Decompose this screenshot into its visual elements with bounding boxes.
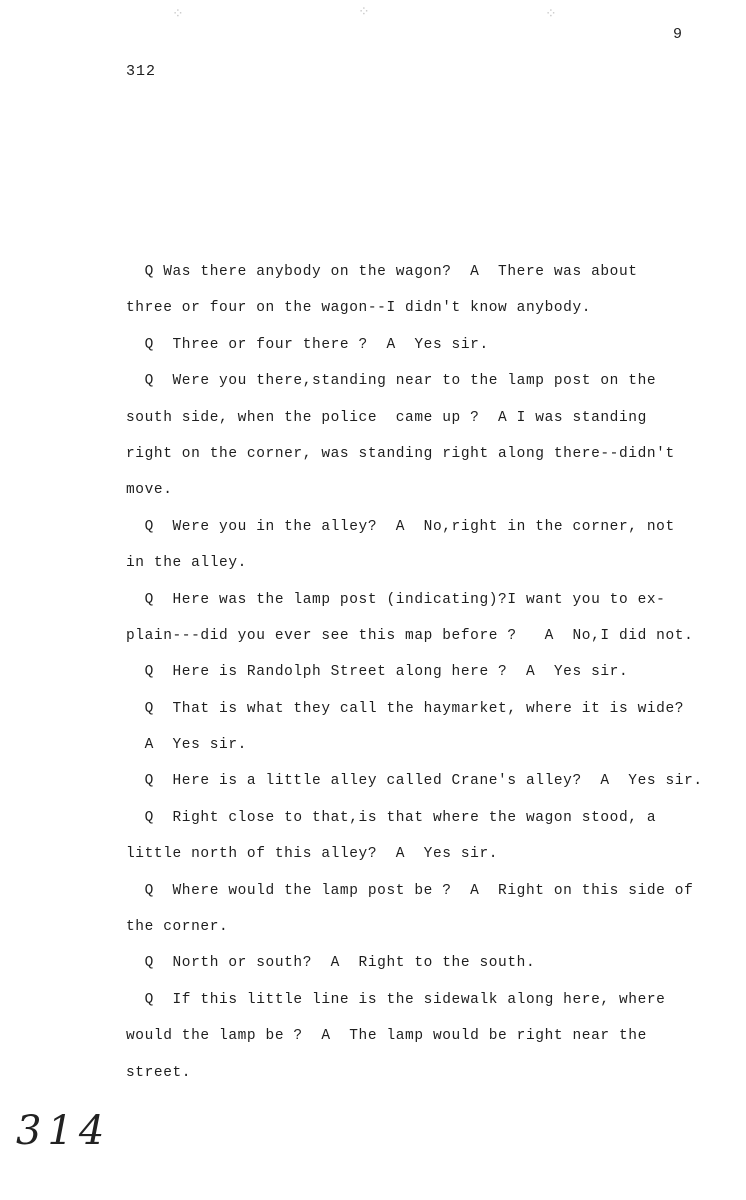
folio-number: 312 — [126, 63, 157, 80]
transcript-line: Q Three or four there ? A Yes sir. — [126, 336, 489, 353]
transcript-line: Q Here is a little alley called Crane's alley? A Yes sir. — [126, 773, 703, 790]
page-number: 9 — [672, 26, 682, 43]
transcript-line: A Yes sir. — [126, 737, 247, 754]
transcript-line: Q If this little line is the sidewalk along here, where — [126, 991, 666, 1008]
transcript-line: Q Were you there,standing near to the lamp post on the — [126, 373, 657, 390]
transcript-line: Q Where would the lamp post be ? A Right on this side of — [126, 882, 694, 899]
transcript-line: three or four on the wagon--I didn't know anybody. — [126, 300, 592, 317]
transcript-line: right on the corner, was standing right along there--didn't — [126, 445, 675, 462]
transcript-line: plain---did you ever see this map before ? A No,I did not. — [126, 627, 694, 644]
transcript-line: Q That is what they call the haymarket, where it is wide? — [126, 700, 685, 717]
transcript-line: south side, when the police came up ? A I was standing — [126, 409, 647, 426]
ink-smudge: ⁘ — [172, 7, 184, 23]
transcript-line: Q Right close to that,is that where the wagon stood, a — [126, 809, 657, 826]
transcript-line: move. — [126, 482, 173, 499]
ink-smudge: ⁘ — [358, 5, 370, 21]
transcript-line: Q Here was the lamp post (indicating)?I want you to ex- — [126, 591, 666, 608]
transcript-line: would the lamp be ? A The lamp would be right near the — [126, 1028, 647, 1045]
transcript-line: Q Here is Randolph Street along here ? A Yes sir. — [126, 664, 629, 681]
transcript-line: little north of this alley? A Yes sir. — [126, 846, 499, 863]
transcript-line: Q North or south? A Right to the south. — [126, 955, 536, 972]
transcript-line: in the alley. — [126, 555, 247, 572]
handwritten-page-number: 314 — [16, 1108, 111, 1154]
transcript-line: Q Were you in the alley? A No,right in the corner, not — [126, 518, 675, 535]
transcript-line: the corner. — [126, 919, 229, 936]
ink-smudge: ⁘ — [545, 7, 557, 23]
transcript-line: Q Was there anybody on the wagon? A There was about — [126, 264, 638, 280]
testimony-transcript — [126, 258, 716, 1095]
transcript-line: street. — [126, 1064, 192, 1081]
